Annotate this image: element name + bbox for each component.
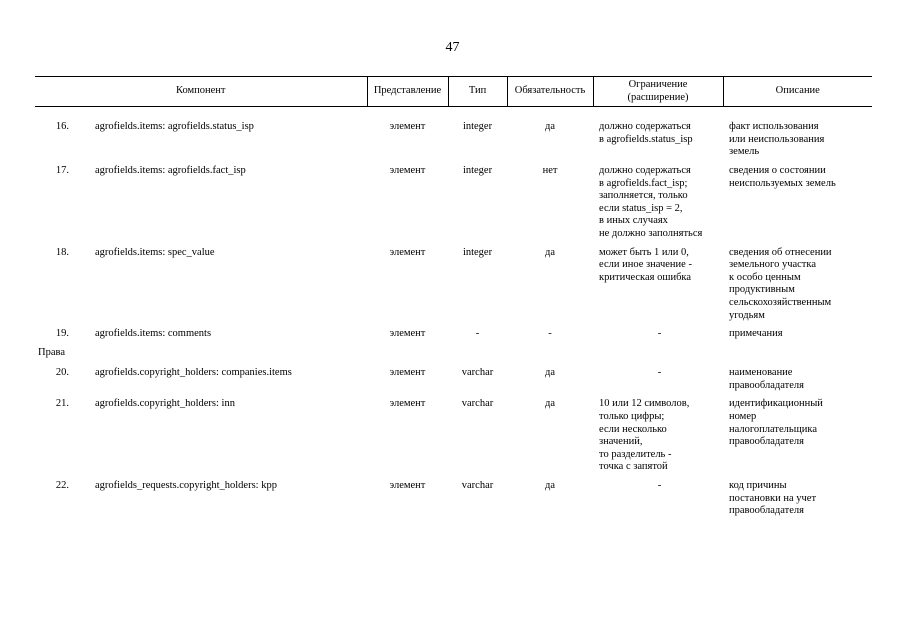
- type-cell: varchar: [461, 367, 494, 379]
- required-cell: да: [545, 246, 556, 258]
- description-cell: [723, 121, 872, 165]
- table-body-section: [35, 347, 872, 368]
- description-cell-line: идентификационный: [729, 398, 823, 410]
- description-cell-line: земель: [729, 146, 760, 158]
- constraint-cell-line: может быть 1 или 0,: [599, 246, 689, 258]
- description-cell-line: постановки на учет: [729, 492, 817, 504]
- required-cell: нет: [542, 164, 558, 176]
- component-name: agrofields.copyright_holders: companies.items: [95, 367, 292, 379]
- description-cell-line: номер: [729, 411, 757, 423]
- representation-cell: элемент: [389, 367, 426, 379]
- description-cell-line: правообладателя: [729, 379, 804, 391]
- description-cell-line: земельного участка: [729, 259, 816, 271]
- constraint-cell-line: -: [657, 367, 662, 379]
- component-name: agrofields.items: spec_value: [95, 246, 215, 258]
- required-cell: -: [548, 328, 552, 340]
- required-cell: да: [545, 480, 556, 492]
- header-component: Компонент: [35, 77, 367, 107]
- header-type: Тип: [448, 77, 507, 107]
- constraint-cell: [593, 480, 723, 524]
- table-row: [35, 398, 872, 480]
- description-cell: [723, 398, 872, 480]
- constraint-cell-line: только цифры;: [599, 411, 665, 423]
- constraint-cell-line: должно содержаться: [599, 121, 691, 133]
- row-number: 16.: [55, 121, 69, 133]
- required-cell: да: [545, 121, 556, 133]
- constraint-cell: [593, 121, 723, 165]
- type-cell: integer: [462, 246, 493, 258]
- constraint-cell-line: если несколько: [599, 423, 667, 435]
- representation-cell: элемент: [389, 121, 426, 133]
- description-cell-line: неиспользуемых земель: [729, 177, 836, 189]
- table-row: [35, 480, 872, 524]
- type-cell: varchar: [461, 398, 494, 410]
- constraint-cell: [593, 328, 723, 347]
- header-constraint: [593, 77, 723, 107]
- component-name: agrofields.copyright_holders: inn: [95, 398, 235, 410]
- description-cell-line: факт использования: [729, 121, 819, 133]
- table-row: [35, 247, 872, 329]
- description-cell-line: наименование: [729, 367, 793, 379]
- description-cell-line: примечания: [729, 328, 783, 340]
- table-row: [35, 121, 872, 165]
- type-cell: integer: [462, 164, 493, 176]
- description-cell-line: продуктивным: [729, 284, 795, 296]
- constraint-cell-line: если иное значение -: [599, 259, 692, 271]
- constraint-cell-line: критическая ошибка: [599, 271, 692, 283]
- header-description: Описание: [723, 77, 872, 107]
- description-cell-line: сведения о состоянии: [729, 164, 826, 176]
- description-cell-line: сведения об отнесении: [729, 246, 832, 258]
- representation-cell: элемент: [389, 246, 426, 258]
- constraint-cell: [593, 367, 723, 398]
- row-number: 21.: [55, 398, 69, 410]
- description-cell-line: сельскохозяйственным: [729, 296, 832, 308]
- row-number: 17.: [55, 164, 69, 176]
- table-body-rights: [35, 367, 872, 524]
- table-body-main: [35, 107, 872, 347]
- component-name: agrofields_requests.copyright_holders: kpp: [95, 480, 277, 492]
- table-header-row: [35, 77, 872, 107]
- header-representation: Представление: [367, 77, 448, 107]
- representation-cell: элемент: [389, 480, 426, 492]
- constraint-cell-line: если status_isp = 2,: [599, 202, 683, 214]
- header-required: Обязательность: [507, 77, 593, 107]
- description-cell-line: правообладателя: [729, 436, 804, 448]
- constraint-cell-line: -: [657, 328, 662, 340]
- description-cell-line: налогоплательщика: [729, 423, 818, 435]
- constraint-cell-line: в иных случаях: [599, 215, 668, 227]
- row-number: 22.: [55, 480, 69, 492]
- components-table: [35, 76, 872, 524]
- component-name: agrofields.items: comments: [95, 328, 212, 340]
- representation-cell: элемент: [389, 398, 426, 410]
- table-row: [35, 165, 872, 247]
- representation-cell: элемент: [389, 328, 426, 340]
- constraint-cell-line: в agrofields.status_isp: [599, 133, 693, 145]
- type-cell: varchar: [461, 480, 494, 492]
- constraint-cell-line: -: [657, 480, 662, 492]
- constraint-cell: [593, 398, 723, 480]
- page-number: 47: [445, 40, 460, 55]
- description-cell-line: к особо ценным: [729, 271, 801, 283]
- constraint-cell: [593, 247, 723, 329]
- required-cell: да: [545, 367, 556, 379]
- constraint-cell: [593, 165, 723, 247]
- required-cell: да: [545, 398, 556, 410]
- section-row: [35, 347, 872, 368]
- description-cell-line: правообладателя: [729, 505, 804, 517]
- description-cell-line: угодьям: [729, 309, 765, 321]
- representation-cell: элемент: [389, 164, 426, 176]
- constraint-cell-line: не должно заполняться: [599, 227, 703, 239]
- description-cell: [723, 247, 872, 329]
- row-number: 20.: [55, 367, 69, 379]
- table-row: [35, 367, 872, 398]
- description-cell: [723, 480, 872, 524]
- row-number: 19.: [55, 328, 69, 340]
- constraint-cell-line: в agrofields.fact_isp;: [599, 177, 688, 189]
- component-name: agrofields.items: agrofields.status_isp: [95, 121, 254, 133]
- constraint-cell-line: 10 или 12 символов,: [599, 398, 690, 410]
- description-cell-line: или неиспользования: [729, 133, 825, 145]
- constraint-cell-line: точка с запятой: [599, 461, 668, 473]
- spacer-row: [35, 107, 872, 122]
- header-constraint-line2: (расширение): [627, 91, 689, 103]
- component-name: agrofields.items: agrofields.fact_isp: [95, 164, 246, 176]
- description-cell: [723, 328, 872, 347]
- table-row: [35, 328, 872, 347]
- row-number: 18.: [55, 246, 69, 258]
- constraint-cell-line: заполняется, только: [599, 190, 688, 202]
- constraint-cell-line: то разделитель -: [599, 448, 672, 460]
- description-cell-line: код причины: [729, 480, 787, 492]
- type-cell: integer: [462, 121, 493, 133]
- description-cell: [723, 367, 872, 398]
- constraint-cell-line: должно содержаться: [599, 164, 691, 176]
- header-constraint-line1: Ограничение: [628, 79, 688, 90]
- type-cell: -: [475, 328, 480, 340]
- description-cell: [723, 165, 872, 247]
- section-label: Права: [38, 346, 65, 358]
- constraint-cell-line: значений,: [599, 436, 643, 448]
